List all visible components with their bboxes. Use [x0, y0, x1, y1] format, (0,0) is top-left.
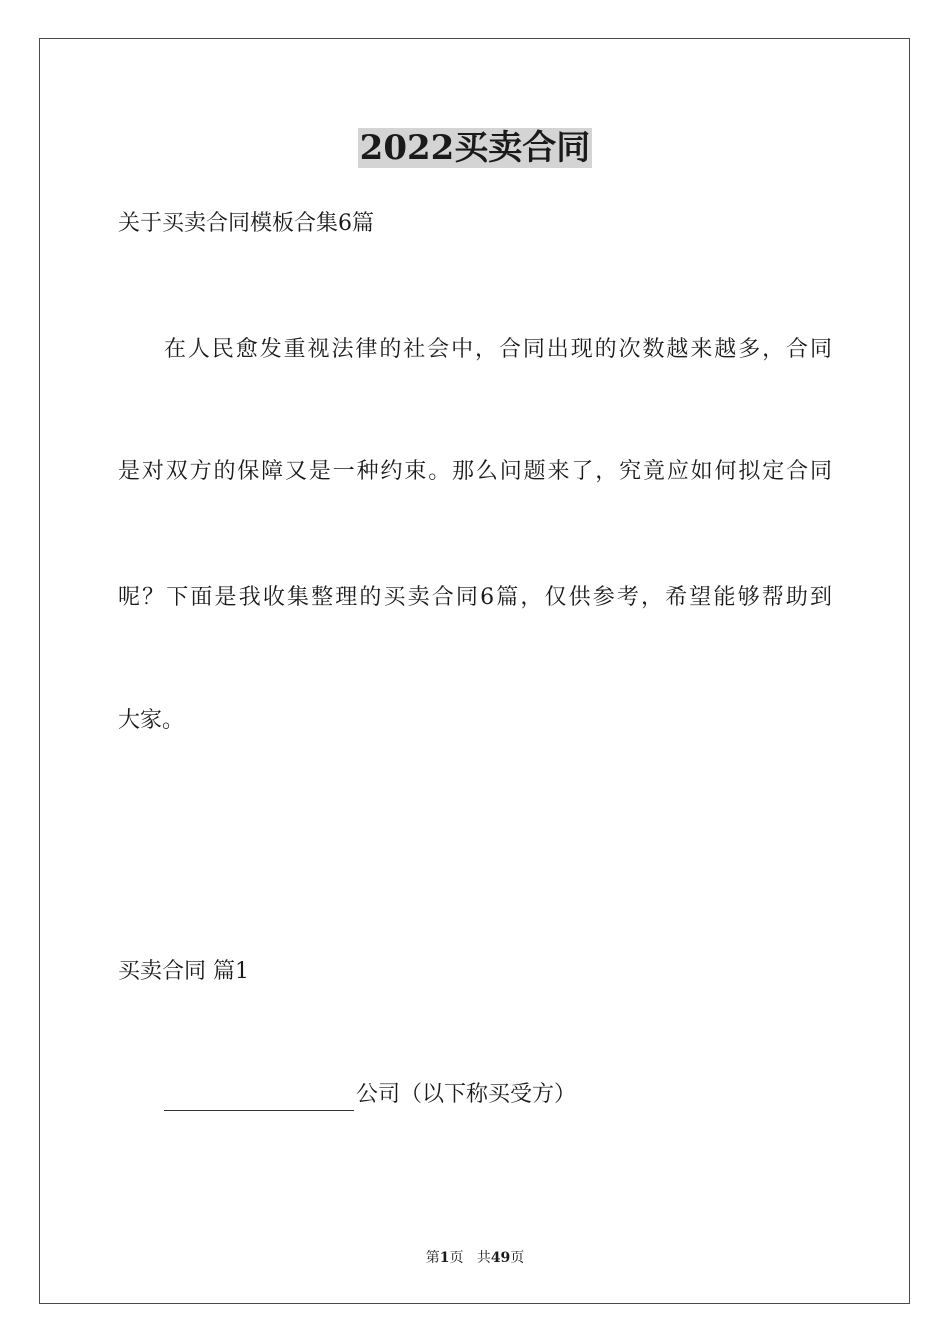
intro-line-3: 呢？下面是我收集整理的买卖合同6篇，仅供参考，希望能够帮助到 [118, 585, 832, 610]
intro-line-1: 在人民愈发重视法律的社会中，合同出现的次数越来越多，合同 [164, 337, 832, 362]
footer-page-prefix: 第 [425, 1250, 440, 1266]
document-title [0, 124, 950, 172]
page-footer [0, 1248, 950, 1268]
document-title-text: 2022买卖合同 [359, 128, 591, 168]
intro-line-4: 大家。 [118, 708, 185, 733]
footer-total-pages: 49 [490, 1250, 511, 1266]
intro-line-2: 是对双方的保障又是一种约束。那么问题来了，究竟应如何拟定合同 [118, 459, 832, 484]
fill-in-blank [164, 1086, 354, 1111]
footer-total-prefix: 共 [476, 1250, 491, 1266]
document-subtitle: 关于买卖合同模板合集6篇 [118, 211, 374, 236]
footer-total-suffix: 页 [510, 1250, 525, 1266]
footer-page-suffix: 页 [449, 1250, 464, 1266]
footer-page-number: 1 [439, 1250, 450, 1266]
buyer-party-label: 公司（以下称买受方） [356, 1082, 577, 1107]
section-heading: 买卖合同 篇1 [118, 959, 249, 984]
buyer-party-line [164, 1079, 576, 1111]
